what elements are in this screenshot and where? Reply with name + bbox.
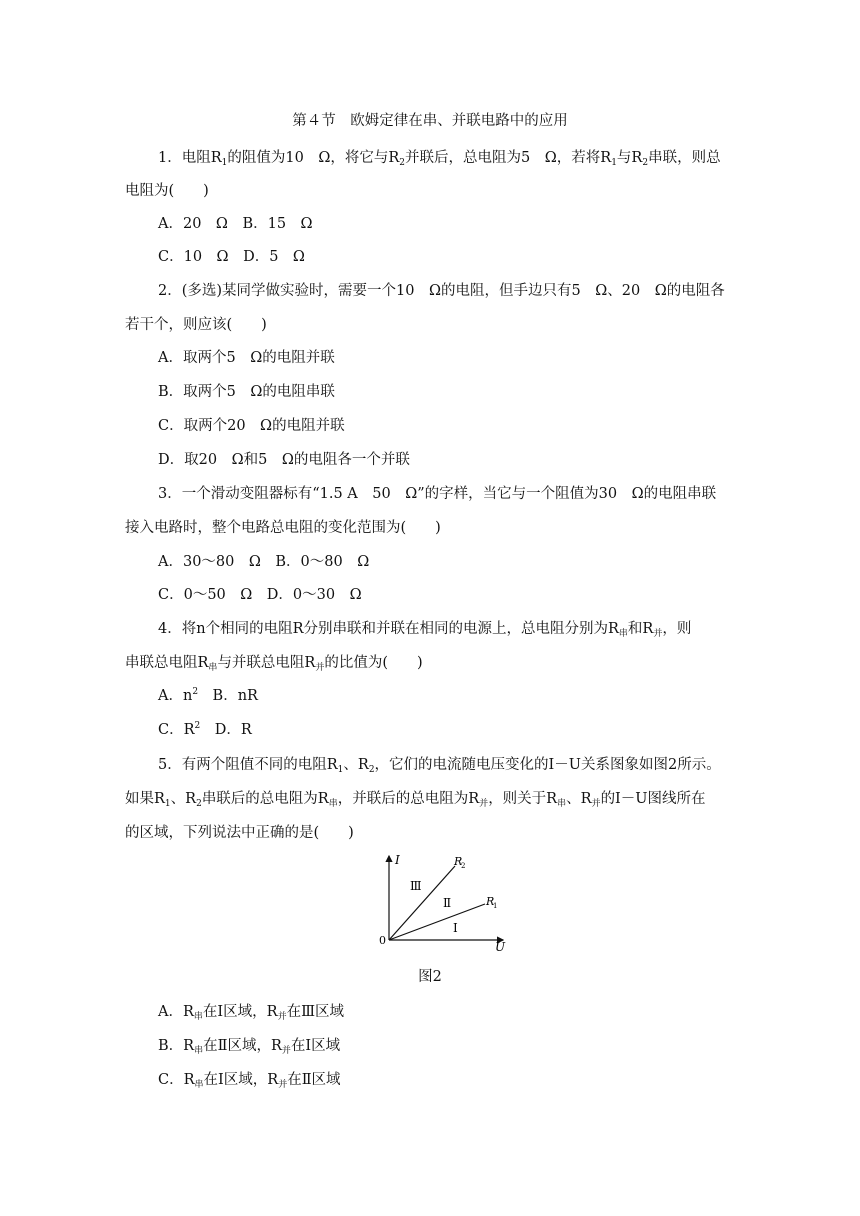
q5-line1: 5．有两个阻值不同的电阻$R_1$、$R_2$，它们的电流随电压变化的I－U关系图象如图2所示。 bbox=[158, 757, 721, 775]
q1-line2: 电阻为( ) bbox=[125, 183, 209, 199]
q5-line2: 如果$R_1$、$R_2$串联后的总电阻为$R_串$，并联后的总电阻为$R_并$，则关于$R_串$、$R_并$的I－U图线所在 bbox=[125, 791, 706, 809]
label-r2: R bbox=[454, 855, 463, 868]
label-r1-sub: 1 bbox=[493, 902, 498, 910]
q2-option-c: C．取两个20 Ω的电阻并联 bbox=[158, 418, 345, 434]
q2-line2: 若干个，则应该( ) bbox=[125, 317, 267, 333]
iu-graph-figure bbox=[375, 852, 515, 952]
region-i-label: Ⅰ bbox=[453, 921, 458, 935]
q5-line3: 的区域，下列说法中正确的是( ) bbox=[125, 825, 354, 841]
label-r1: R bbox=[486, 895, 495, 908]
axis-label-i: I bbox=[395, 853, 400, 867]
q3-line1: 3．一个滑动变阻器标有“1.5 A 50 Ω”的字样，当它与一个阻值为30 Ω的电阻串联 bbox=[158, 486, 717, 502]
q2-option-d: D．取20 Ω和5 Ω的电阻各一个并联 bbox=[158, 452, 410, 468]
line-r1 bbox=[389, 904, 485, 940]
q2-option-b: B．取两个5 Ω的电阻串联 bbox=[158, 384, 335, 400]
q5-option-c: C．$R_串$在Ⅰ区域，$R_并$在Ⅱ区域 bbox=[158, 1072, 341, 1090]
q1-option-cd: C．10 Ω D．5 Ω bbox=[158, 249, 305, 265]
axis-label-u: U bbox=[495, 940, 506, 952]
q1-option-ab: A．20 Ω B．15 Ω bbox=[158, 216, 313, 232]
q4-option-ab: A．$n^2$ B．nR bbox=[158, 687, 258, 704]
q1-line1: 1．电阻$R_1$的阻值为10 Ω，将它与$R_2$并联后，总电阻为5 Ω，若将$R_1$与$R_2$串联，则总 bbox=[158, 150, 721, 168]
q3-option-cd: C．0～50 Ω D．0～30 Ω bbox=[158, 587, 362, 603]
q5-option-a: A．$R_串$在Ⅰ区域，$R_并$在Ⅲ区域 bbox=[158, 1004, 345, 1022]
q4-option-cd: C．$R^2$ D．R bbox=[158, 721, 252, 738]
q2-line1: 2．(多选)某同学做实验时，需要一个10 Ω的电阻，但手边只有5 Ω、20 Ω的电阻各 bbox=[158, 283, 725, 299]
label-r2-sub: 2 bbox=[461, 862, 466, 870]
region-iii-label: Ⅲ bbox=[410, 879, 422, 893]
figure-caption: 图2 bbox=[418, 969, 442, 985]
page-title: 第４节 欧姆定律在串、并联电路中的应用 bbox=[292, 113, 568, 129]
q4-line1: 4．将n个相同的电阻R分别串联和并联在相同的电源上，总电阻分别为$R_串$和$R_并$，则 bbox=[158, 621, 692, 639]
origin-label: 0 bbox=[379, 934, 386, 947]
q5-option-b: B．$R_串$在Ⅱ区域，$R_并$在Ⅰ区域 bbox=[158, 1038, 341, 1056]
q4-line2: 串联总电阻$R_串$与并联总电阻$R_并$的比值为( ) bbox=[125, 655, 423, 673]
q2-option-a: A．取两个5 Ω的电阻并联 bbox=[158, 350, 335, 366]
q3-line2: 接入电路时，整个电路总电阻的变化范围为( ) bbox=[125, 520, 441, 536]
q3-option-ab: A．30～80 Ω B．0～80 Ω bbox=[158, 554, 370, 570]
region-ii-label: Ⅱ bbox=[443, 896, 452, 910]
